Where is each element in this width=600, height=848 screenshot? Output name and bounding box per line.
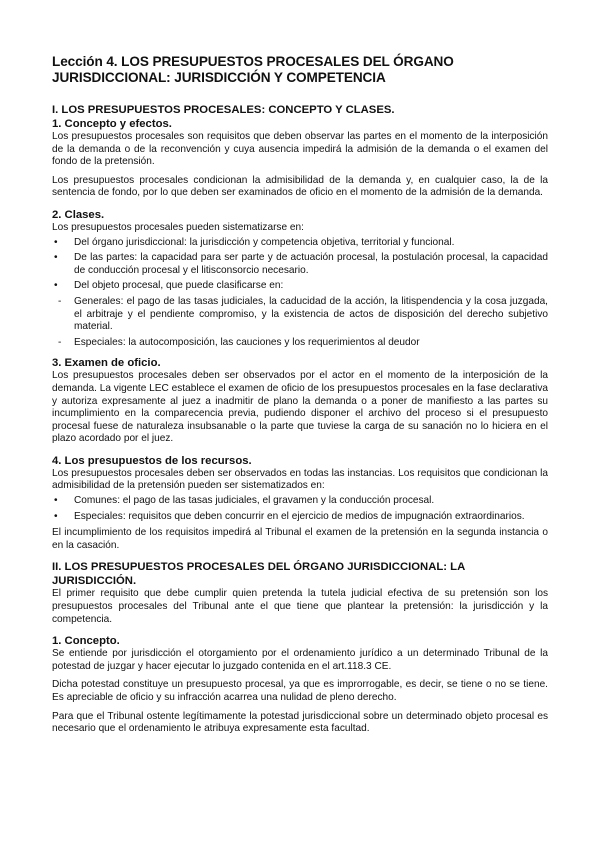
section-1-3-title: 3. Examen de oficio. [52, 357, 161, 370]
paragraph: Los presupuestos procesales son requisitos que deben observar las partes en el momento de la interposición de la demanda o de la reconvención y cuya ausencia impedirá la admisión de la demanda o el examen del fondo de la pretensión. [52, 131, 548, 168]
paragraph: Los presupuestos procesales pueden sistematizarse en: [52, 221, 304, 233]
paragraph: Los presupuestos procesales deben ser observados por el actor en el momento de la interposición de la demanda. La vigente LEC establece el examen de oficio de los presupuestos procesales en la fase declarativa y autoriza expresamente al juez a inadmitir de plano la demanda o a poner de manifiesto a las partes su incumplimiento en la comparecencia previa, pudiendo disponer el archivo del proceso si el presupuesto procesal fuese de naturaleza insubsanable o la parte que tuviese la carga de su sanación no lo hiciera en el plazo acordado por el juez. [52, 370, 548, 445]
list-item: • De las partes: la capacidad para ser parte y de actuación procesal, la postulación procesal, la capacidad de conducción procesal y el litisconsorcio necesario. [52, 252, 548, 277]
bullet-list [52, 495, 548, 523]
bullet-list [52, 237, 548, 293]
dash-list [52, 296, 548, 349]
section-1-1-title: 1. Concepto y efectos. [52, 118, 172, 130]
list-item: • Especiales: requisitos que deben concurrir en el ejercicio de medios de impugnación extraordinarios. [52, 511, 548, 524]
section-1-2-title: 2. Clases. [52, 208, 105, 221]
list-item: - Generales: el pago de las tasas judiciales, la caducidad de la acción, la litispendencia y la cosa juzgada, el arbitraje y el pendiente compromiso, y la existencia de actos de disposición del derecho subjetivo material. [52, 296, 548, 334]
paragraph: Los presupuestos procesales condicionan la admisibilidad de la demanda y, en cualquier caso, la de la sentencia de fondo, por lo que deben ser examinados de oficio en el momento de la admisión de la demanda. [52, 174, 548, 199]
paragraph: Se entiende por jurisdicción el otorgamiento por el ordenamiento jurídico a un determinado Tribunal de la potestad de juzgar y hacer ejecutar lo juzgado contenida en el art.118.3 CE. [52, 648, 548, 672]
paragraph: El primer requisito que debe cumplir quien pretenda la tutela judicial efectiva de su pretensión son los presupuestos procesales del Tribunal ante el que tiene que plantear la pretensión: la jurisdicción y la competencia. [52, 588, 548, 625]
section-2-1-title: 1. Concepto. [52, 635, 120, 648]
list-item: • Del órgano jurisdiccional: la jurisdicción y competencia objetiva, territorial y funcional. [52, 237, 548, 250]
section-1-4-title: 4. Los presupuestos de los recursos. [52, 454, 252, 467]
section-2-title: II. LOS PRESUPUESTOS PROCESALES DEL ÓRGANO JURISDICCIONAL: LA JURISDICCIÓN. [52, 561, 465, 588]
section-1-title: I. LOS PRESUPUESTOS PROCESALES: CONCEPTO Y CLASES. [52, 104, 395, 116]
list-item: • Del objeto procesal, que puede clasificarse en: [52, 280, 548, 293]
paragraph: El incumplimiento de los requisitos impedirá al Tribunal el examen de la pretensión en la segunda instancia o en la casación. [52, 527, 548, 551]
paragraph: Los presupuestos procesales deben ser observados en todas las instancias. Los requisitos que condicionan la admisibilidad de la pretensión pueden ser sistematizados en: [52, 467, 548, 492]
list-item: • Comunes: el pago de las tasas judiciales, el gravamen y la conducción procesal. [52, 495, 548, 508]
lesson-title: Lección 4. LOS PRESUPUESTOS PROCESALES DEL ÓRGANO JURISDICCIONAL: JURISDICCIÓN Y COMPETENCIA [52, 54, 454, 85]
paragraph: Para que el Tribunal ostente legítimamente la potestad jurisdiccional sobre un determinado objeto procesal es necesario que el ordenamiento le atribuya expresamente esta facultad. [52, 710, 548, 735]
list-item: - Especiales: la autocomposición, las cauciones y los requerimientos al deudor [52, 337, 548, 350]
paragraph: Dicha potestad constituye un presupuesto procesal, ya que es improrrogable, es decir, se tiene o no se tiene. Es apreciable de oficio y su infracción acarrea una nulidad de pleno derecho. [52, 679, 548, 703]
